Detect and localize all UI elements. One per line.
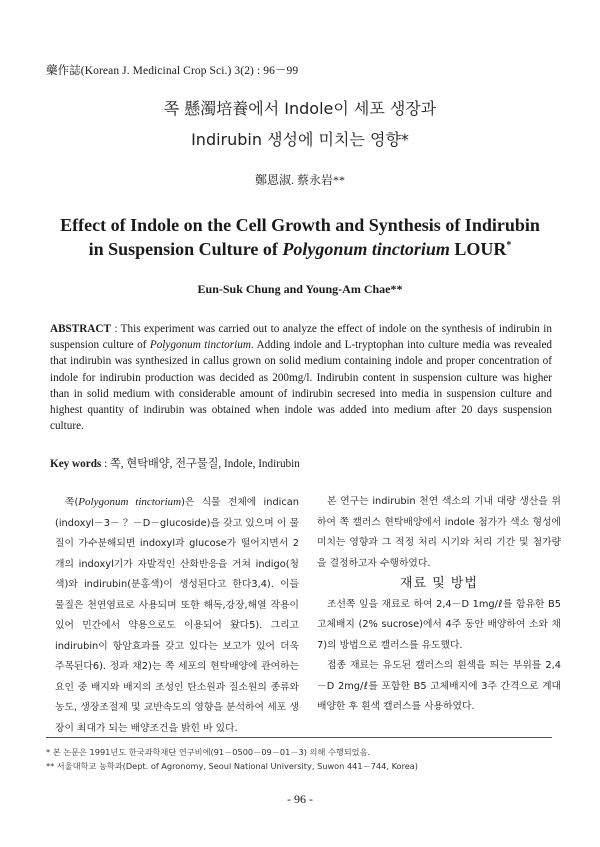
english-title-line-1: Effect of Indole on the Cell Growth and Synthesis of Indirubin [60,215,540,235]
abstract-species: Polygonum tinctorium [149,339,251,352]
methods-paragraph-2: 접종 재료는 유도된 캘러스의 흰색을 띄는 부위를 2,4－D 2mg/ℓ를 포함한 B5 고체배지에 3주 간격으로 계대배양한 후 흰색 캘러스를 사용하였다. [317,660,561,712]
korean-title-line-2: Indirubin 생성에 미치는 영향* [191,130,409,149]
abstract-label: ABSTRACT [50,323,111,335]
footnote-1: * 본 논문은 1991년도 한국과학재단 연구비에(91－0500－09－01－3) 의해 수행되었음. [46,747,371,757]
keywords-label: Key words [50,458,102,470]
keywords [50,455,552,471]
english-title-species: Polygonum tinctorium [282,239,450,259]
intro-pre: 쪽( [65,497,79,508]
abstract-text-2: . Adding indole and L-tryptophan into culture media was revealed that indirubin was synthesized in callus grown on solid medium containing indole and proper concentration of indole for indirubin production was decided as 200mg/l. Indirubin content in suspension culture was higher than in solid medium with considerable amount of indirubin secresed into media in suspension culture and highest quantity of indirubin was obtained when indole was added into medium after 20 days suspension culture. [50,339,553,433]
footnotes [46,745,556,773]
korean-authors: 鄭恩淑. 蔡永岩** [254,173,345,187]
objective-paragraph: 본 연구는 indirubin 천연 색소의 기내 대량 생산을 위하여 쪽 캘러스 현탁배양에서 indole 첨가가 색소 형성에 미치는 영향과 그 적정 처리 시기와 처리 기간 및 첨가량을 결정하고자 수행하였다. [317,496,561,569]
right-column [317,492,561,718]
english-title-line-2-post: LOUR [449,239,507,259]
page-number: - 96 - [287,792,313,806]
intro-paragraph [55,492,299,739]
korean-title-line-1: 쪽 懸濁培養에서 Indole이 세포 생장과 [163,99,437,118]
abstract-text-1: This experiment was carried out to analyze the effect of indole on the synthesis of indirubin in suspension culture of [50,323,552,352]
left-column [55,492,299,739]
english-authors: Eun-Suk Chung and Young-Am Chae** [197,282,403,296]
footnote-divider [46,737,552,738]
abstract-colon: : [110,323,121,335]
section-heading-materials-methods: 재료 및 방법 [399,576,479,591]
english-title-footnote-mark: * [506,240,512,251]
intro-text: )은 식물 전체에 indican (indoxyl－3－ ？－D－glucoside)을 갖고 있으며 이 물질이 가수분해되면 indoxyl과 glucose가 떨어지면서 2개의 indoxyl기가 자발적인 산화반응을 거쳐 indigo(청색)와 indirubin(분홍색)이 생성된다고 한다3,4). 이들 물질은 천연염료로 사용되며 또한 해독,강장,해열 작용이 있어 민간에서 약용으로도 이용되어 왔다5). 그리고 indirubin이 항암효과를 갖고 있다는 보고가 있어 더욱 주목된다6). 정과 채2)는 쪽 세포의 현탁배양에 관여하는 요인 중 배지와 배지의 조성인 탄소원과 질소원의 종류와 농도, 생장조절제 및 교반속도의 영향을 분석하여 세포 생장이 최대가 되는 배양조건을 밝힌 바 있다. [55,497,300,734]
abstract [50,321,552,434]
english-title-line-2-pre: in Suspension Culture of [88,239,283,259]
methods-paragraph-1: 조선쪽 잎을 재료로 하여 2,4－D 1mg/ℓ를 함유한 B5 고체배지 (2% sucrose)에서 4주 동안 배양하여 소와 채7)의 방법으로 캘러스를 유도했다. [317,598,561,651]
journal-header: 藥作誌(Korean J. Medicinal Crop Sci.) 3(2) : 96－99 [46,65,299,77]
keywords-text: : 쪽, 현탁배양, 전구물질, Indole, Indirubin [101,458,300,470]
intro-species: Polygonum tinctorium [78,496,182,508]
english-title-line-2 [0,239,600,260]
footnote-2: ** 서울대학교 농학과(Dept. of Agronomy, Seoul National University, Suwon 441－744, Korea) [46,761,418,771]
